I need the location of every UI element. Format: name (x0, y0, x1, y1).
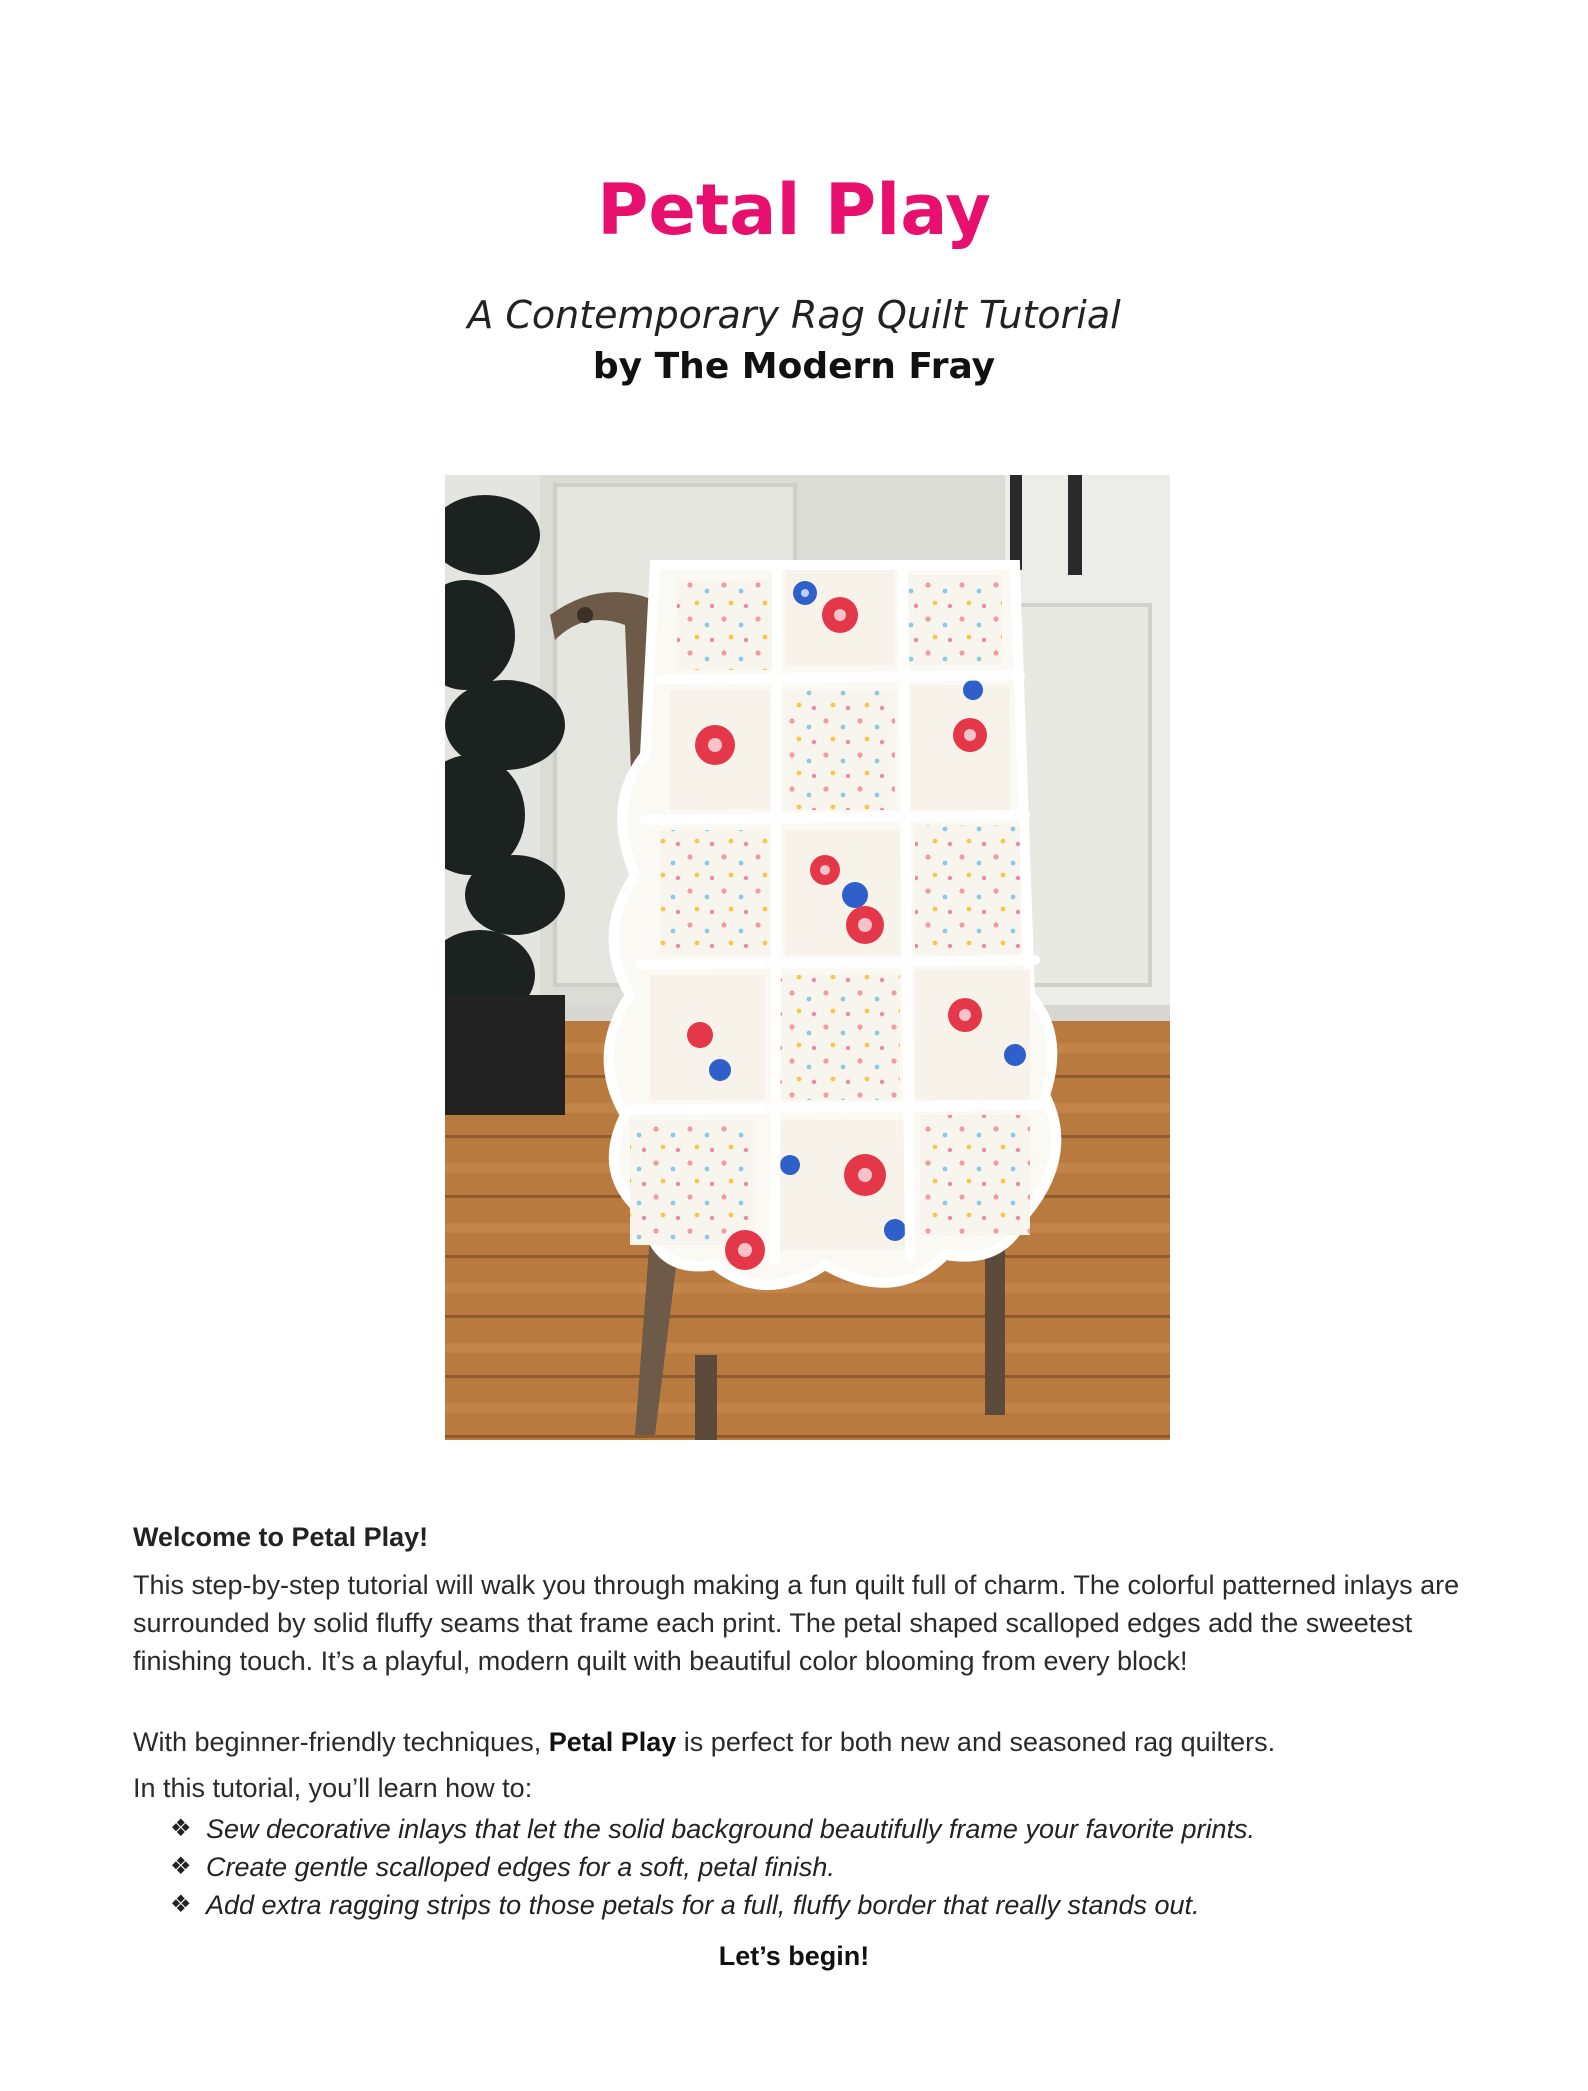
closing-line: Let’s begin! (718, 1941, 870, 1971)
author-byline: by The Modern Fray (592, 346, 996, 387)
learn-intro: In this tutorial, you’ll learn how to: (133, 1773, 533, 1803)
quilt-photo (445, 475, 1170, 1440)
diamond-bullet-icon: ❖ (170, 1815, 192, 1842)
welcome-heading: Welcome to Petal Play! (133, 1522, 429, 1552)
intro-paragraph: This step-by-step tutorial will walk you through making a fun quilt full of charm. The colorful patterned inlays are surrounded by solid fluffy seams that frame each print. The petal shaped scalloped edges add the sweetest finishing touch. It’s a playful, modern quilt with beautiful color blooming from every block! (133, 1570, 1460, 1676)
beginner-suffix: is perfect for both new and seasoned rag quilters. (676, 1727, 1276, 1757)
page-subtitle: A Contemporary Rag Quilt Tutorial (467, 293, 1121, 337)
page-title: Petal Play (597, 169, 991, 251)
list-item-text: Add extra ragging strips to those petals for a full, fluffy border that really stands out. (206, 1890, 1200, 1920)
list-item (170, 1848, 1470, 1886)
beginner-paragraph (133, 1723, 1463, 1761)
list-item (170, 1810, 1470, 1848)
diamond-bullet-icon: ❖ (170, 1853, 192, 1880)
list-item (170, 1886, 1470, 1924)
diamond-bullet-icon: ❖ (170, 1891, 192, 1918)
quilt-name-bold: Petal Play (548, 1727, 677, 1757)
list-item-text: Sew decorative inlays that let the solid background beautifully frame your favorite prints. (206, 1814, 1256, 1844)
beginner-prefix: With beginner-friendly techniques, (133, 1727, 549, 1757)
list-item-text: Create gentle scalloped edges for a soft, petal finish. (206, 1852, 835, 1882)
learn-list (170, 1810, 1470, 1924)
